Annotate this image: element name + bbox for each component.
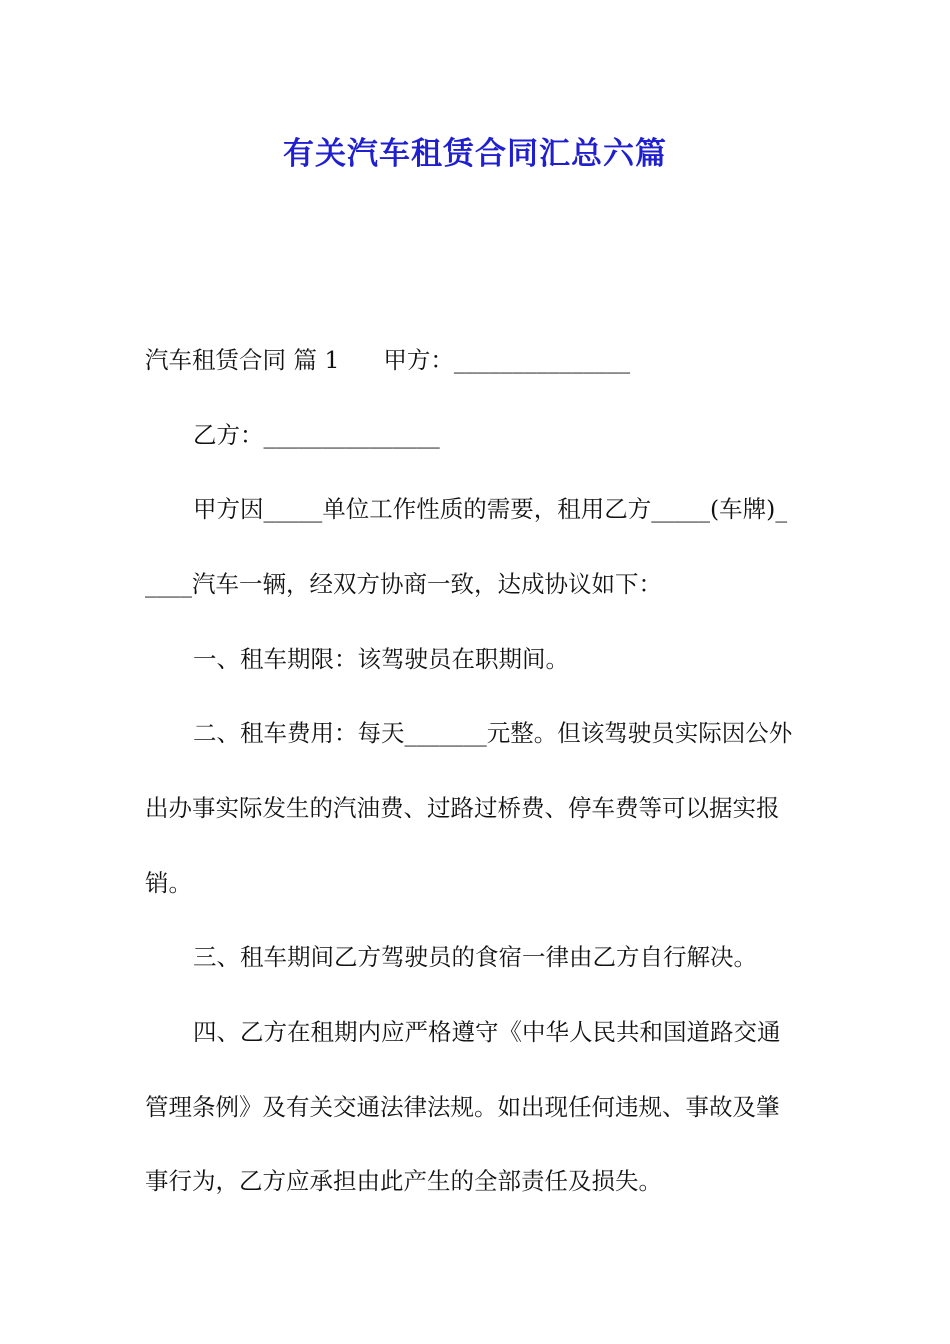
paragraph-line: 甲方因_____单位工作性质的需要，租用乙方_____(车牌)_ bbox=[193, 495, 788, 523]
party-a-line: 甲方：_______________ bbox=[383, 346, 631, 374]
clause-2-line: 出办事实际发生的汽油费、过路过桥费、停车费等可以据实报 bbox=[145, 794, 780, 822]
clause-4-line: 事行为，乙方应承担由此产生的全部责任及损失。 bbox=[145, 1167, 662, 1195]
clause-3-line: 三、租车期间乙方驾驶员的食宿一律由乙方自行解决。 bbox=[193, 943, 757, 971]
clause-4-line: 四、乙方在租期内应严格遵守《中华人民共和国道路交通 bbox=[193, 1018, 781, 1046]
first-line bbox=[145, 345, 630, 375]
clause-4-line: 管理条例》及有关交通法律法规。如出现任何违规、事故及肇 bbox=[145, 1093, 780, 1121]
document-title: 有关汽车租赁合同汇总六篇 bbox=[283, 136, 667, 172]
clause-2-line: 销。 bbox=[145, 869, 192, 897]
party-b-line: 乙方：_______________ bbox=[193, 421, 440, 449]
clause-2-line: 二、租车费用：每天_______元整。但该驾驶员实际因公外 bbox=[193, 719, 793, 747]
contract-heading: 汽车租赁合同 篇 1 bbox=[145, 346, 340, 374]
paragraph-line: ____汽车一辆，经双方协商一致，达成协议如下： bbox=[145, 570, 662, 598]
clause-1-line: 一、租车期限：该驾驶员在职期间。 bbox=[193, 645, 569, 673]
